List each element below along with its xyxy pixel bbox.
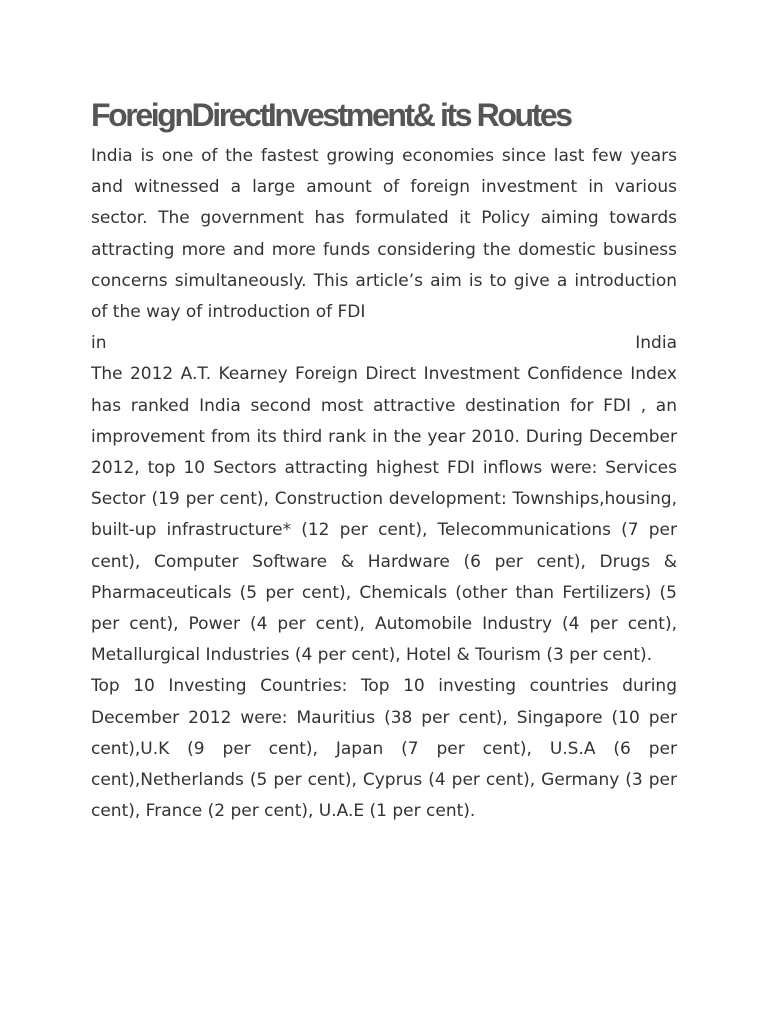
paragraph-intro-end-left: in — [91, 333, 107, 354]
paragraph-intro-last-line — [91, 328, 677, 359]
document-title: ForeignDirectInvestment& its Routes — [91, 97, 571, 133]
paragraph-intro-end-right: India — [635, 333, 677, 354]
document-page — [91, 92, 677, 827]
paragraph-sectors: The 2012 A.T. Kearney Foreign Direct Investment Confidence Index has ranked India second most attractive destination for FDI , an improvement from its third rank in the year 2010. During December 2012, top 10 Sectors attracting highest FDI inflows were: Services Sector (19 per cent), Construction development: Townships,housing, built-up infrastructure* (12 per cent), Telecommunications (7 per cent), Computer Software & Hardware (6 per cent), Drugs & Pharmaceuticals (5 per cent), Chemicals (other than Fertilizers) (5 per cent), Power (4 per cent), Automobile Industry (4 per cent), Metallurgical Industries (4 per cent), Hotel & Tourism (3 per cent). — [91, 364, 677, 666]
paragraph-intro: India is one of the fastest growing economies since last few years and witnessed a large amount of foreign investment in various sector. The government has formulated it Policy aiming towards attracting more and more funds considering the domestic business concerns simultaneously. This article’s aim is to give a introduction of the way of introduction of FDI — [91, 146, 677, 323]
paragraph-countries: Top 10 Investing Countries: Top 10 investing countries during December 2012 were: Mauritius (38 per cent), Singapore (10 per cent),U.K (9 per cent), Japan (7 per cent), U.S.A (6 per cent),Netherlands (5 per cent), Cyprus (4 per cent), Germany (3 per cent), France (2 per cent), U.A.E (1 per cent). — [91, 676, 677, 822]
